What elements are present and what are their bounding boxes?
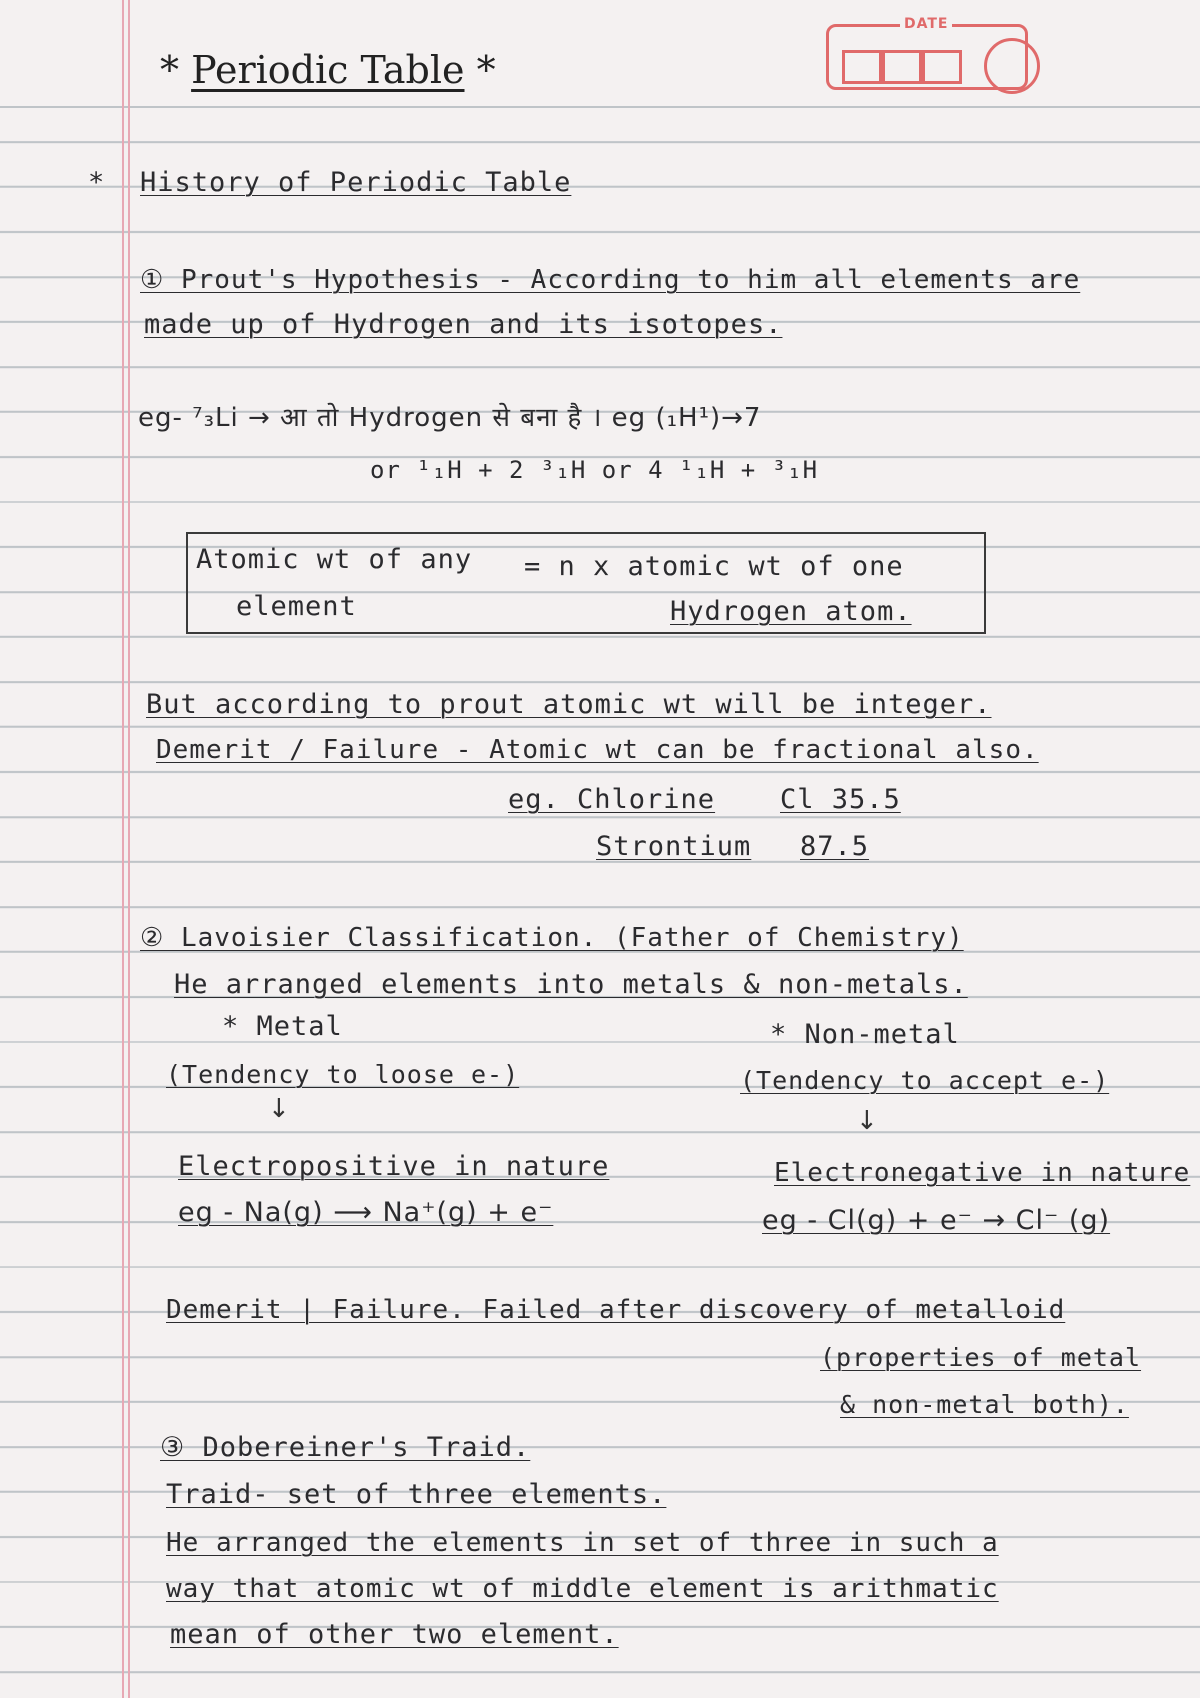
nonmetal-nature: Electronegative in nature bbox=[774, 1158, 1191, 1188]
formula-right-2: Hydrogen atom. bbox=[670, 596, 912, 627]
eg-chlorine-value: Cl 35.5 bbox=[780, 784, 901, 815]
eg-chlorine-label: eg. Chlorine bbox=[508, 784, 716, 815]
prout-demerit-line: Demerit / Failure - Atomic wt can be fractional also. bbox=[156, 735, 1039, 765]
dobereiner-heading: ③ Dobereiner's Traid. bbox=[160, 1432, 531, 1463]
dobereiner-line-3: way that atomic wt of middle element is arithmatic bbox=[166, 1574, 999, 1604]
prout-eg-line-1: eg- ⁷₃Li → आ तो Hydrogen से बना है । eg (₁H¹)→7 bbox=[138, 403, 762, 433]
metal-title: * Metal bbox=[222, 1011, 343, 1042]
date-stamp bbox=[826, 12, 1046, 92]
prout-but-line: But according to prout atomic wt will be integer. bbox=[146, 689, 992, 720]
metal-nature: Electropositive in nature bbox=[178, 1151, 610, 1182]
lavoisier-demerit-note-1: (properties of metal bbox=[820, 1343, 1142, 1372]
formula-left-2: element bbox=[236, 591, 357, 622]
formula-left-1: Atomic wt of any bbox=[196, 544, 473, 575]
title-star-left: * bbox=[160, 48, 179, 92]
date-cell-year bbox=[922, 50, 962, 84]
lavoisier-heading: ② Lavoisier Classification. (Father of Chemistry) bbox=[140, 923, 964, 953]
lavoisier-demerit-line: Demerit | Failure. Failed after discovery of metalloid bbox=[166, 1295, 1066, 1325]
lavoisier-line-1: He arranged elements into metals & non-metals. bbox=[174, 969, 968, 1000]
dobereiner-line-1: Traid- set of three elements. bbox=[166, 1479, 667, 1510]
prout-line-2: made up of Hydrogen and its isotopes. bbox=[144, 309, 783, 340]
dobereiner-line-4: mean of other two element. bbox=[170, 1619, 619, 1650]
date-circle bbox=[984, 38, 1040, 94]
dobereiner-line-2: He arranged the elements in set of three in such a bbox=[166, 1528, 999, 1558]
margin-line bbox=[122, 0, 124, 1698]
metal-desc: (Tendency to loose e-) bbox=[166, 1060, 520, 1089]
section-heading: History of Periodic Table bbox=[140, 167, 572, 198]
section-bullet: * bbox=[88, 167, 106, 198]
margin-line bbox=[128, 0, 130, 1698]
page-title bbox=[160, 48, 496, 92]
title-star-right: * bbox=[476, 48, 496, 92]
lavoisier-demerit-note-2: & non-metal both). bbox=[840, 1390, 1129, 1419]
nonmetal-title: * Non-metal bbox=[770, 1019, 960, 1050]
metal-eg: eg - Na(g) ⟶ Na⁺(g) + e⁻ bbox=[178, 1197, 554, 1228]
date-cell-month bbox=[882, 50, 922, 84]
eg-strontium-value: 87.5 bbox=[800, 831, 870, 862]
prout-line-1: ① Prout's Hypothesis - According to him all elements are bbox=[140, 265, 1081, 295]
prout-eg-line-2: or ¹₁H + 2 ³₁H or 4 ¹₁H + ³₁H bbox=[370, 456, 819, 484]
nonmetal-eg: eg - Cl(g) + e⁻ → Cl⁻ (g) bbox=[762, 1205, 1111, 1236]
metal-down-arrow: ↓ bbox=[268, 1094, 290, 1124]
title-text: Periodic Table bbox=[191, 48, 465, 92]
date-label: DATE bbox=[900, 16, 952, 32]
formula-right-1: = n x atomic wt of one bbox=[524, 551, 904, 582]
nonmetal-down-arrow: ↓ bbox=[856, 1106, 878, 1136]
date-cell-day bbox=[842, 50, 882, 84]
eg-strontium-label: Strontium bbox=[596, 831, 752, 862]
nonmetal-desc: (Tendency to accept e-) bbox=[740, 1066, 1110, 1095]
